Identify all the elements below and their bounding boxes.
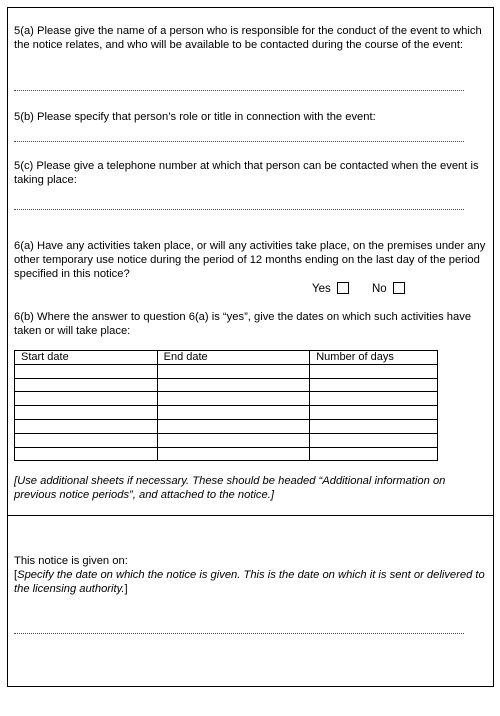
end-date-cell[interactable] — [157, 378, 310, 392]
instruction-open-bracket: [ — [14, 569, 18, 581]
table-row — [15, 392, 438, 406]
answer-line-5b[interactable] — [14, 141, 464, 142]
form-page — [7, 7, 494, 687]
question-5a: 5(a) Please give the name of a person who is responsible for the conduct of the event to which the notice relates, and who will be available to be contacted during the course of the event: — [14, 25, 482, 51]
no-option[interactable] — [372, 282, 405, 296]
answer-line-5a[interactable] — [14, 90, 464, 91]
number-of-days-cell[interactable] — [310, 392, 438, 406]
answer-line-5c[interactable] — [14, 209, 464, 210]
column-header-start-date: Start date — [15, 351, 158, 365]
start-date-cell[interactable] — [15, 364, 158, 378]
end-date-cell[interactable] — [157, 406, 310, 420]
table-row — [15, 433, 438, 447]
start-date-cell[interactable] — [15, 392, 158, 406]
table-row — [15, 447, 438, 461]
instruction-text: Specify the date on which the notice is given. This is the date on which it is sent or delivered to the licensing authority. — [14, 569, 485, 595]
number-of-days-cell[interactable] — [310, 419, 438, 433]
start-date-cell[interactable] — [15, 419, 158, 433]
column-header-end-date: End date — [157, 351, 310, 365]
start-date-cell[interactable] — [15, 378, 158, 392]
number-of-days-cell[interactable] — [310, 378, 438, 392]
table-header-row — [15, 351, 438, 365]
instruction-close-bracket: ] — [124, 583, 128, 595]
table-row — [15, 406, 438, 420]
end-date-cell[interactable] — [157, 447, 310, 461]
additional-sheets-note: [Use additional sheets if necessary. These should be headed “Additional information on previous notice periods”, and attached to the notice.] — [14, 475, 446, 501]
end-date-cell[interactable] — [157, 364, 310, 378]
start-date-cell[interactable] — [15, 406, 158, 420]
number-of-days-cell[interactable] — [310, 447, 438, 461]
end-date-cell[interactable] — [157, 419, 310, 433]
start-date-cell[interactable] — [15, 447, 158, 461]
question-5c: 5(c) Please give a telephone number at which that person can be contacted when the event is taking place: — [14, 160, 479, 186]
yes-no-options — [312, 282, 425, 296]
question-5b: 5(b) Please specify that person’s role or title in connection with the event: — [14, 111, 376, 123]
yes-option[interactable] — [312, 282, 349, 296]
yes-label: Yes — [312, 283, 331, 295]
notice-given-on-label: This notice is given on: — [14, 555, 128, 567]
answer-line-notice-date[interactable] — [14, 633, 464, 634]
table-row — [15, 364, 438, 378]
table-row — [15, 378, 438, 392]
column-header-number-of-days: Number of days — [310, 351, 438, 365]
number-of-days-cell[interactable] — [310, 433, 438, 447]
number-of-days-cell[interactable] — [310, 364, 438, 378]
question-6b: 6(b) Where the answer to question 6(a) is “yes”, give the dates on which such activities have taken or will take place: — [14, 311, 472, 337]
activity-dates-table — [14, 350, 438, 461]
table-row — [15, 419, 438, 433]
no-label: No — [371, 283, 387, 295]
question-6a: 6(a) Have any activities taken place, or will any activities take place, on the premises under any other temporary use notice during the period of 12 months ending on the last day of the period specified in this notice? — [14, 240, 486, 280]
number-of-days-cell[interactable] — [310, 406, 438, 420]
start-date-cell[interactable] — [15, 433, 158, 447]
notice-date-instruction — [14, 568, 486, 596]
no-checkbox[interactable] — [393, 282, 405, 294]
end-date-cell[interactable] — [157, 433, 310, 447]
yes-checkbox[interactable] — [337, 282, 349, 294]
end-date-cell[interactable] — [157, 392, 310, 406]
section-divider — [8, 515, 493, 516]
